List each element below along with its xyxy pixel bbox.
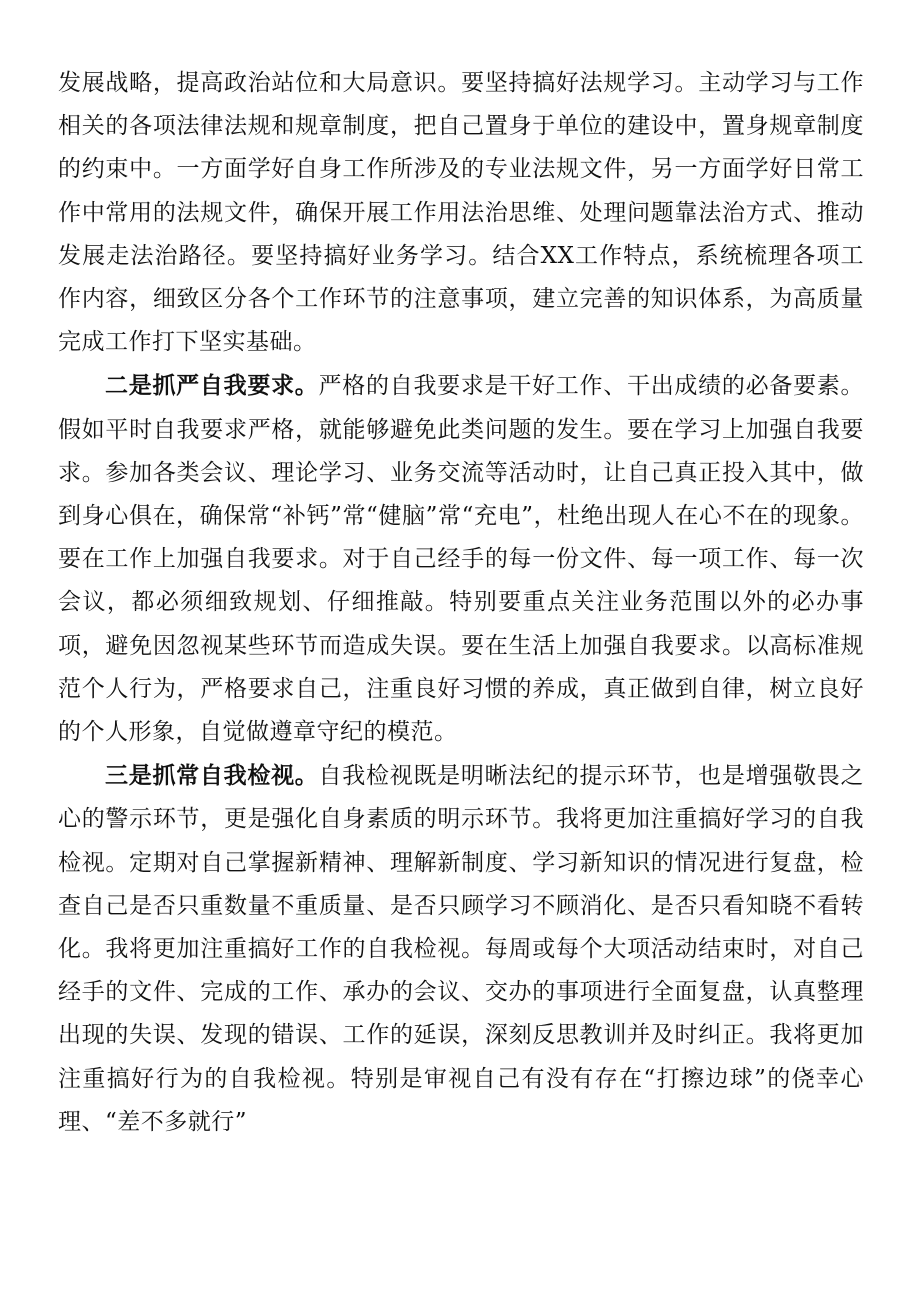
paragraph-text: 严格的自我要求是干好工作、干出成绩的必备要素。假如平时自我要求严格，就能够避免此类问题的发生。要在学习上加强自我要求。参加各类会议、理论学习、业务交流等活动时，让自己真正投入其中，做到身心俱在，确保常“补钙”常“健脑”常“充电”，杜绝出现人在心不在的现象。要在工作上加强自我要求。对于自己经手的每一份文件、每一项工作、每一次会议，都必须细致规划、仔细推敲。特别要重点关注业务范围以外的必办事项，避免因忽视某些环节而造成失误。要在生活上加强自我要求。以高标准规范个人行为，严格要求自己，注重良好习惯的养成，真正做到自律，树立良好的个人形象，自觉做遵章守纪的模范。 [58, 373, 865, 746]
paragraph-self-requirement [58, 364, 864, 754]
paragraph-heading: 三是抓常自我检视。 [105, 762, 319, 790]
document-page [58, 62, 864, 1144]
paragraph-heading: 二是抓严自我要求。 [105, 372, 319, 400]
paragraph-self-review [58, 754, 864, 1144]
paragraph-continued [58, 62, 864, 364]
paragraph-text: 自我检视既是明晰法纪的提示环节，也是增强敬畏之心的警示环节，更是强化自身素质的明示环节。我将更加注重搞好学习的自我检视。定期对自己掌握新精神、理解新制度、学习新知识的情况进行复盘，检查自己是否只重数量不重质量、是否只顾学习不顾消化、是否只看知晓不看转化。我将更加注重搞好工作的自我检视。每周或每个大项活动结束时，对自己经手的文件、完成的工作、承办的会议、交办的事项进行全面复盘，认真整理出现的失误、发现的错误、工作的延误，深刻反思教训并及时纠正。我将更加注重搞好行为的自我检视。特别是审视自己有没有存在“打擦边球”的侥幸心理、“差不多就行” [58, 763, 865, 1135]
paragraph-text: 发展战略，提高政治站位和大局意识。要坚持搞好法规学习。主动学习与工作相关的各项法律法规和规章制度，把自己置身于单位的建设中，置身规章制度的约束中。一方面学好自身工作所涉及的专业法规文件，另一方面学好日常工作中常用的法规文件，确保开展工作用法治思维、处理问题靠法治方式、推动发展走法治路径。要坚持搞好业务学习。结合XX工作特点，系统梳理各项工作内容，细致区分各个工作环节的注意事项，建立完善的知识体系，为高质量完成工作打下坚实基础。 [58, 70, 864, 356]
